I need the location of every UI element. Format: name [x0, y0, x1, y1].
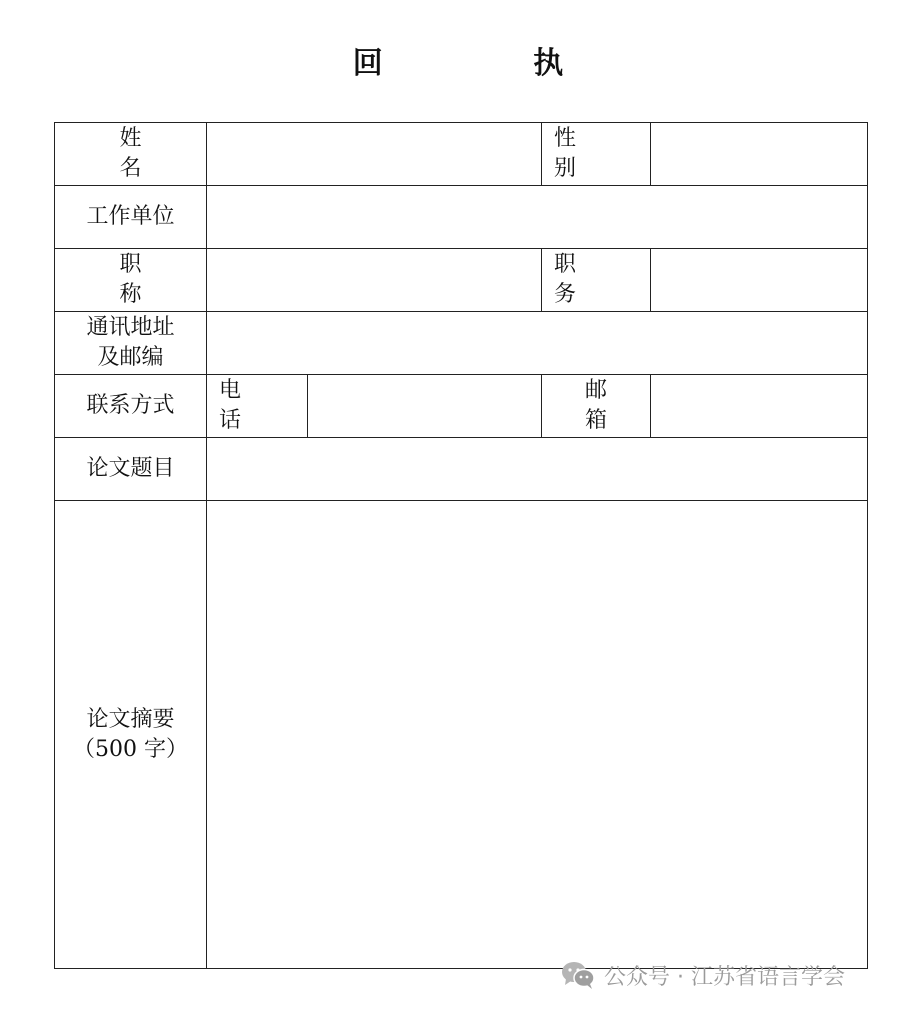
abstract-label-line2: （500 字）: [73, 736, 188, 762]
row-address: [55, 312, 868, 375]
abstract-field[interactable]: [207, 501, 868, 969]
title-field[interactable]: [207, 249, 542, 312]
gender-label: 性 别: [542, 123, 651, 186]
address-field[interactable]: [207, 312, 868, 375]
row-title-position: [55, 249, 868, 312]
contact-label: 联系方式: [55, 375, 207, 438]
row-name-gender: [55, 123, 868, 186]
row-paper-title: [55, 438, 868, 501]
email-label: 邮 箱: [542, 375, 651, 438]
watermark-text: 公众号 · 江苏省语言学会: [604, 964, 845, 990]
document-title: 回 执: [352, 46, 634, 81]
name-field[interactable]: [207, 123, 542, 186]
paper-title-field[interactable]: [207, 438, 868, 501]
address-label: [55, 312, 207, 375]
position-field[interactable]: [651, 249, 868, 312]
abstract-label-line1: 论文摘要: [86, 706, 175, 732]
address-label-line1: 通讯地址: [86, 315, 175, 340]
phone-label: 电 话: [207, 375, 308, 438]
address-label-line2: 及邮编: [97, 345, 164, 370]
row-contact: [55, 375, 868, 438]
wechat-icon: [560, 960, 596, 990]
abstract-label: [55, 501, 207, 969]
watermark: [560, 958, 845, 992]
work-unit-field[interactable]: [207, 186, 868, 249]
name-label: 姓 名: [55, 123, 207, 186]
email-field[interactable]: [651, 375, 868, 438]
reply-form-table: [54, 122, 868, 969]
gender-field[interactable]: [651, 123, 868, 186]
paper-title-label: 论文题目: [55, 438, 207, 501]
title-label: 职 称: [55, 249, 207, 312]
position-label: 职 务: [542, 249, 651, 312]
row-abstract: [55, 501, 868, 969]
phone-field[interactable]: [308, 375, 542, 438]
work-unit-label: 工作单位: [55, 186, 207, 249]
row-work-unit: [55, 186, 868, 249]
